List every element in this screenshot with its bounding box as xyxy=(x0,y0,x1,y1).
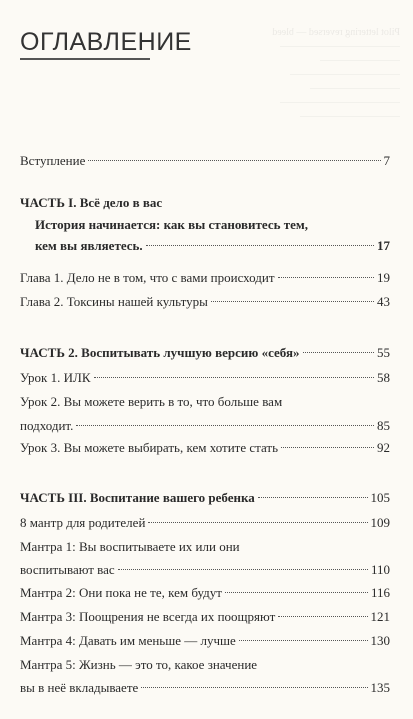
entry-page: 109 xyxy=(370,515,390,530)
entry-label-line2: подходит. xyxy=(20,418,74,433)
leader-dots xyxy=(278,277,374,278)
toc-entry-lesson-1[interactable] xyxy=(20,367,390,388)
leader-dots xyxy=(76,425,374,426)
entry-label-line1: Урок 2. Вы можете верить в то, что больше вам xyxy=(20,394,283,409)
entry-page: 105 xyxy=(370,490,390,505)
entry-label-line2: вы в неё вкладываете xyxy=(20,680,139,695)
entry-label: Мантра 3: Поощрения не всегда их поощряют xyxy=(20,609,276,624)
entry-label: Урок 1. ИЛК xyxy=(20,370,91,385)
leader-dots xyxy=(94,377,374,378)
entry-label-line2: воспитывают вас xyxy=(20,562,115,577)
entry-page: 121 xyxy=(370,609,390,624)
leader-dots xyxy=(303,352,375,353)
entry-page: 55 xyxy=(377,345,390,360)
bleed-through-text: Pilot lettering reversed — bleed ———————————— ———————— ——————————— ————————— ———————————— —————————— xyxy=(272,27,400,122)
title-underline xyxy=(20,58,150,60)
leader-dots xyxy=(146,245,374,246)
entry-label-line2: кем вы являетесь. xyxy=(35,238,143,253)
entry-label: Глава 1. Дело не в том, что с вами происходит xyxy=(20,270,275,285)
entry-label: Глава 2. Токсины нашей культуры xyxy=(20,294,208,309)
leader-dots xyxy=(258,497,368,498)
part-label: ЧАСТЬ I. Всё дело в вас xyxy=(20,195,163,210)
leader-dots xyxy=(278,616,367,617)
entry-label: Урок 3. Вы можете выбирать, кем хотите стать xyxy=(20,440,279,455)
leader-dots xyxy=(88,160,380,161)
toc-entry-lesson-3[interactable] xyxy=(20,437,390,458)
entry-page: 43 xyxy=(377,294,390,309)
toc-title: ОГЛАВЛЕНИЕ xyxy=(20,28,192,56)
entry-label-line1: Мантра 5: Жизнь — это то, какое значение xyxy=(20,657,258,672)
toc-entry-mantra-3[interactable] xyxy=(20,606,390,627)
entry-page: 92 xyxy=(377,440,390,455)
entry-page: 7 xyxy=(383,153,390,168)
toc-part-3[interactable] xyxy=(20,487,390,508)
entry-page: 116 xyxy=(370,585,390,600)
leader-dots xyxy=(239,640,368,641)
toc-entry-lesson-2[interactable] xyxy=(20,391,390,436)
toc-entry-mantras[interactable] xyxy=(20,512,390,533)
entry-page: 135 xyxy=(370,680,390,695)
leader-dots xyxy=(211,301,374,302)
entry-label-line1: История начинается: как вы становитесь тем, xyxy=(35,217,308,232)
leader-dots xyxy=(141,687,367,688)
toc-entry-chapter-1[interactable] xyxy=(20,267,390,288)
leader-dots xyxy=(148,522,367,523)
toc-part-2[interactable] xyxy=(20,342,390,363)
entry-page: 85 xyxy=(377,418,390,433)
entry-page: 19 xyxy=(377,270,390,285)
entry-label-line1: Мантра 1: Вы воспитываете их или они xyxy=(20,539,240,554)
entry-label: 8 мантр для родителей xyxy=(20,515,146,530)
entry-page: 58 xyxy=(377,370,390,385)
leader-dots xyxy=(281,447,374,448)
part-label: ЧАСТЬ 2. Воспитывать лучшую версию «себя» xyxy=(20,345,300,360)
entry-page: 110 xyxy=(370,562,390,577)
toc-entry-mantra-5[interactable] xyxy=(20,654,390,698)
leader-dots xyxy=(225,592,368,593)
toc-entry-mantra-1[interactable] xyxy=(20,536,390,580)
entry-label: Мантра 4: Давать им меньше — лучше xyxy=(20,633,236,648)
part-label: ЧАСТЬ III. Воспитание вашего ребенка xyxy=(20,490,255,505)
entry-page: 17 xyxy=(377,238,390,253)
entry-label: Мантра 2: Они пока не те, кем будут xyxy=(20,585,222,600)
toc-entry-chapter-2[interactable] xyxy=(20,291,390,312)
toc-entry-intro[interactable] xyxy=(20,150,390,171)
leader-dots xyxy=(118,569,368,570)
toc-entry-mantra-2[interactable] xyxy=(20,582,390,603)
toc-part-1[interactable] xyxy=(20,192,390,213)
entry-label: Вступление xyxy=(20,153,86,168)
toc-entry-story[interactable] xyxy=(35,214,390,256)
toc-entry-mantra-4[interactable] xyxy=(20,630,390,651)
entry-page: 130 xyxy=(370,633,390,648)
